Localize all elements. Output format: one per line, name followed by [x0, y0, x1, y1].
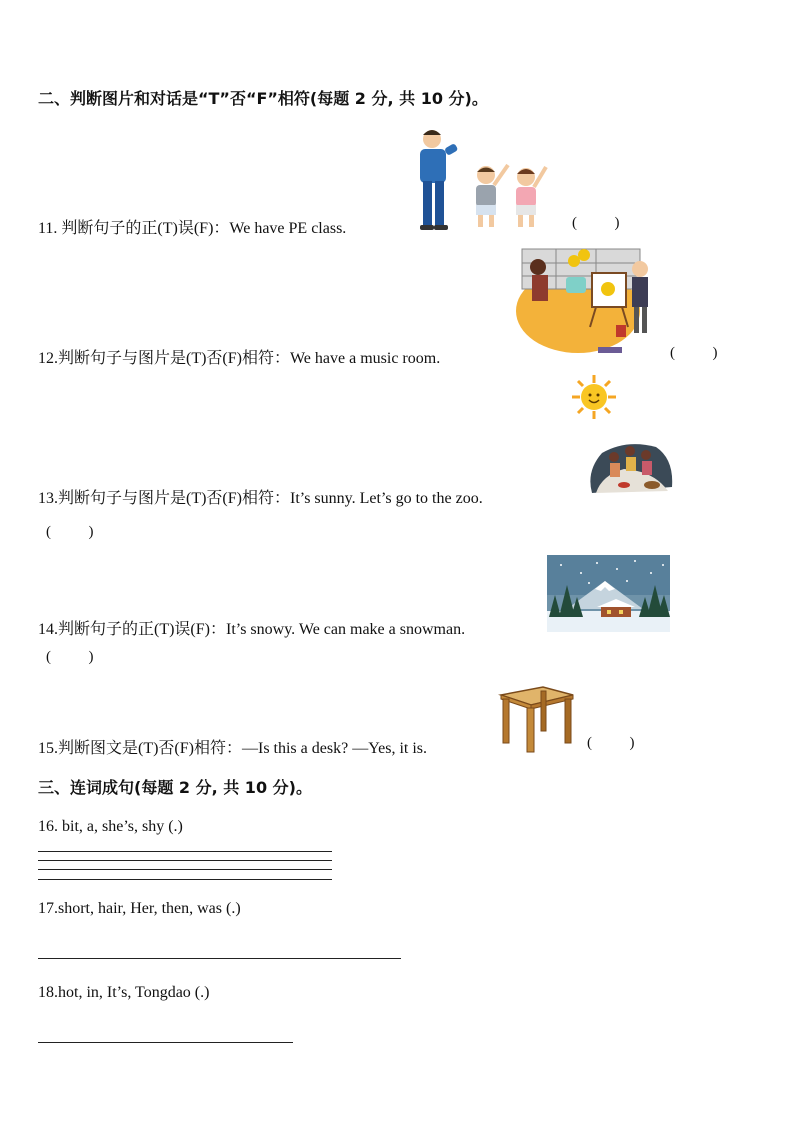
question-14-text: 14.判断句子的正(T)误(F)：It’s snowy. We can make a snowman. — [38, 621, 466, 638]
question-18-text: 18.hot, in, It’s, Tongdao (.) — [38, 984, 210, 1001]
question-13-text: 13.判断句子与图片是(T)否(F)相符：It’s sunny. Let’s go to the zoo. — [38, 490, 483, 507]
pe-class-illustration — [408, 125, 553, 233]
section-2-heading: 二、判断图片和对话是“T”否“F”相符(每题 2 分, 共 10 分)。 — [38, 89, 488, 108]
art-room-illustration — [516, 243, 660, 360]
question-12-answer-blank[interactable]: ( ) — [670, 345, 718, 361]
answer-line[interactable] — [38, 879, 332, 880]
question-14-answer-blank[interactable]: ( ) — [46, 649, 94, 665]
answer-line[interactable] — [38, 860, 332, 861]
question-13-answer-blank[interactable]: ( ) — [46, 524, 94, 540]
question-12-text: 12.判断句子与图片是(T)否(F)相符：We have a music room. — [38, 350, 441, 367]
answer-line[interactable] — [38, 851, 332, 852]
wooden-table-illustration — [497, 685, 577, 753]
question-17-text: 17.short, hair, Her, then, was (.) — [38, 900, 241, 917]
question-16-text: 16. bit, a, she’s, shy (.) — [38, 818, 183, 835]
question-15-text: 15.判断图文是(T)否(F)相符：—Is this a desk? —Yes, it is. — [38, 740, 428, 757]
question-15-answer-blank[interactable]: ( ) — [587, 735, 635, 751]
sun-and-picnic-illustration — [566, 373, 678, 497]
snowy-landscape-illustration — [547, 555, 670, 632]
answer-line[interactable] — [38, 1042, 293, 1043]
answer-line[interactable] — [38, 869, 332, 870]
answer-line[interactable] — [38, 958, 401, 959]
section-3-heading: 三、连词成句(每题 2 分, 共 10 分)。 — [38, 778, 312, 797]
question-11-answer-blank[interactable]: ( ) — [572, 215, 620, 231]
question-11-text: 11. 判断句子的正(T)误(F)：We have PE class. — [38, 220, 347, 237]
